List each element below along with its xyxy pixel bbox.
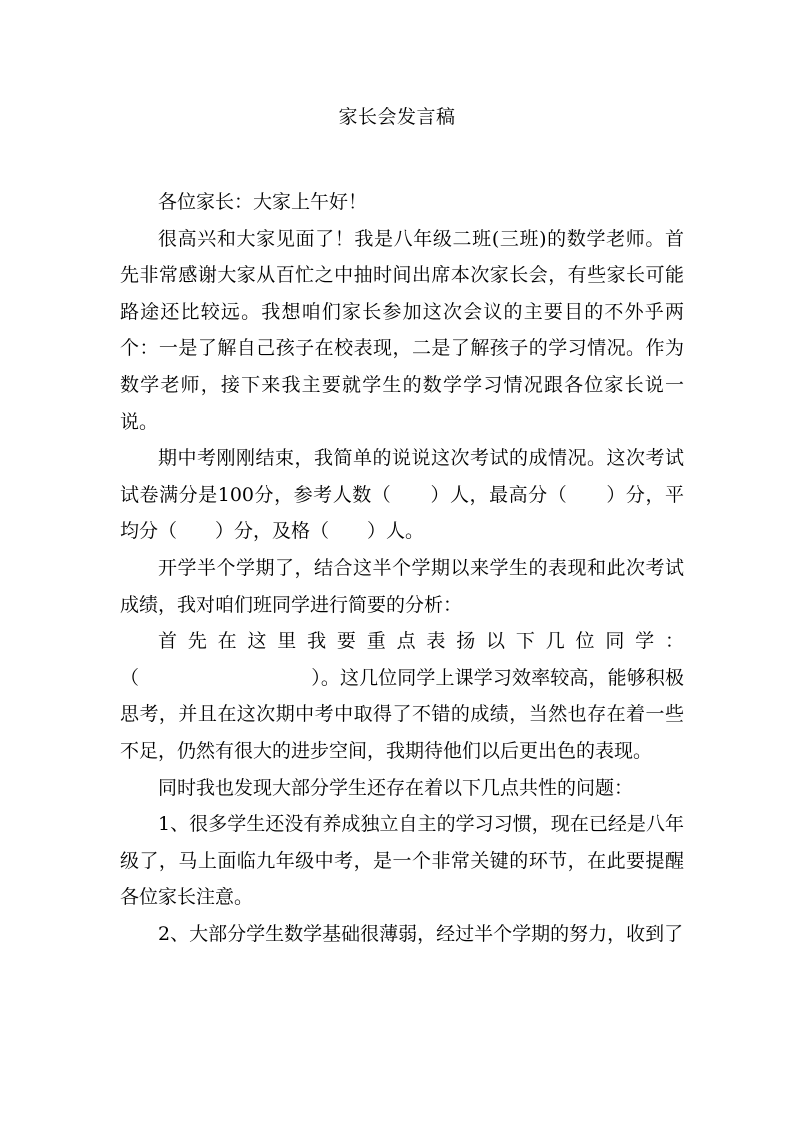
problems-intro-paragraph: 同时我也发现大部分学生还存在着以下几点共性的问题： bbox=[158, 776, 634, 799]
praise-intro-paragraph: 首先在这里我要重点表扬以下几位同学： bbox=[158, 630, 684, 653]
intro-paragraph: 很高兴和大家见面了！我是八年级二班(三班)的数学老师。首先非常感谢大家从百忙之中抽时间出席本次家长会，有些家长可能路途还比较远。我想咱们家长参加这次会议的主要目的不外乎两个：一是了解自己孩子在校表现，二是了解孩子的学习情况。作为数学老师，接下来我主要就学生的数学学习情况跟各位家长说一说。 bbox=[120, 227, 684, 433]
document-title: 家长会发言稿 bbox=[338, 106, 456, 128]
analysis-intro-paragraph: 开学半个学期了，结合这半个学期以来学生的表现和此次考试成绩，我对咱们班同学进行简要的分析： bbox=[120, 556, 684, 616]
problem-1-paragraph: 1、很多学生还没有养成独立自主的学习习惯，现在已经是八年级了，马上面临九年级中考，是一个非常关键的环节，在此要提醒各位家长注意。 bbox=[120, 813, 684, 909]
problem-2-paragraph: 2、大部分学生数学基础很薄弱，经过半个学期的努力，收到了 bbox=[158, 922, 684, 945]
document-body bbox=[120, 184, 684, 952]
praise-students-paragraph: （ ）。这几位同学上课学习效率较高，能够积极思考，并且在这次期中考中取得了不错的成绩，当然也存在着一些不足，仍然有很大的进步空间，我期待他们以后更出色的表现。 bbox=[120, 666, 684, 762]
exam-results-paragraph: 期中考刚刚结束，我简单的说说这次考试的成情况。这次考试试卷满分是100分，参考人数（ ）人，最高分（ ）分，平均分（ ）分，及格（ ）人。 bbox=[120, 447, 684, 543]
greeting-paragraph: 各位家长：大家上午好！ bbox=[158, 191, 368, 213]
